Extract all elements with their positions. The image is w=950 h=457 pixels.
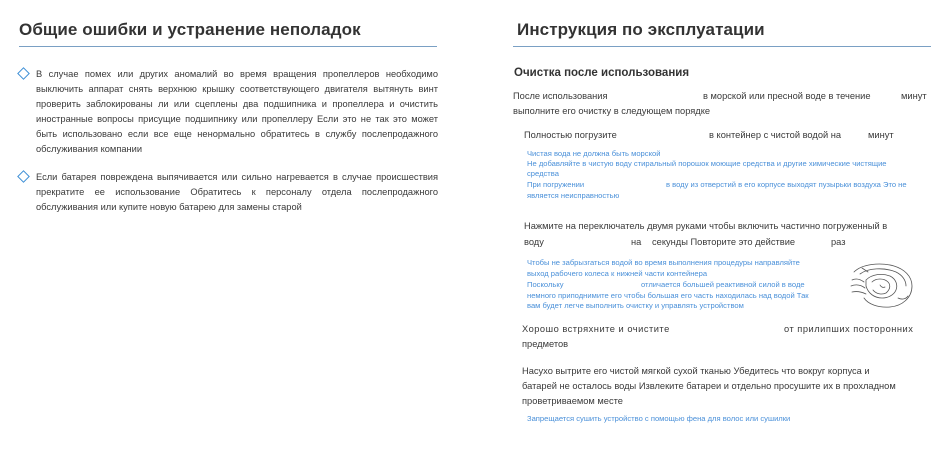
note-line: Не добавляйте в чистую воду стиральный порошок моющие средства и другие химические чистящие	[527, 159, 887, 168]
step2-a: воду	[524, 237, 544, 247]
note-line: в воду из отверстий в его корпусе выходят пузырьки воздуха Это не	[666, 180, 907, 189]
intro-line-1b: в морской или пресной воде в течение	[703, 91, 871, 101]
title-divider	[19, 46, 437, 47]
step4-line-2: батарей не осталось воды Извлеките батареи и отдельно просушите их в прохладном	[522, 381, 896, 391]
step3-b: от прилипших посторонних	[784, 324, 914, 334]
note-line: выход рабочего колеса к нижней части контейнера	[527, 269, 708, 278]
note-line: вам будет легче выполнить очистку и управлять устройством	[527, 301, 744, 310]
title-divider	[513, 46, 931, 47]
step2-line-1: Нажмите на переключатель двумя руками чтобы включить частично погруженный в	[524, 221, 888, 231]
step2-d: раз	[831, 237, 846, 247]
note-line: отличается большей реактивной силой в воде	[641, 280, 805, 289]
note-line: Чистая вода не должна быть морской	[527, 149, 661, 158]
section-heading: Очистка после использования	[514, 67, 690, 79]
step4-line-3: проветриваемом месте	[522, 396, 623, 406]
note-line: При погружении	[527, 180, 585, 189]
diamond-bullet-icon	[17, 170, 30, 183]
note-line: является неисправностью	[527, 191, 620, 200]
step3-c: предметов	[522, 339, 569, 349]
bullet-text: В случае помех или других аномалий во время вращения пропеллеров необходимо выключить аппарат снять верхнюю крышку соответствующего двигателя вытянуть винт проверить заблокированы ли или сцеплены два подшипника и пропеллера и очистить иностранные вопросы присущие подшипнику или пропеллеру Если это не так это может быть использовано если все еще ненормально обратитесь в службу послепродажного обслуживания компании	[36, 69, 438, 154]
step1-c: минут	[868, 130, 894, 140]
intro-line-2: выполните его очистку в следующем порядке	[513, 106, 711, 116]
note-line: немного приподнимите его чтобы большая его часть находилась над водой Так	[527, 291, 809, 300]
note-line: Запрещается сушить устройство с помощью фена для волос или сушилки	[527, 414, 791, 423]
step1-b: в контейнер с чистой водой на	[709, 130, 842, 140]
step2-c: секунды Повторите это действие	[652, 237, 796, 247]
page-title: Инструкция по эксплуатации	[517, 20, 765, 39]
right-page	[475, 0, 950, 457]
page-title: Общие ошибки и устранение неполадок	[19, 20, 361, 39]
bullet-text: Если батарея повреждена выпячивается или сильно нагревается в случае происшествия прекратите ее использование Обратитесь к персоналу отдела послепродажного обслуживания или купите новую батарею для замены старой	[36, 172, 438, 212]
note-line: Чтобы не забрызгаться водой во время выполнения процедуры направляйте	[527, 258, 800, 267]
step1-a: Полностью погрузите	[524, 130, 617, 140]
hand-holding-device-illustration	[850, 258, 916, 310]
step2-b: на	[631, 237, 642, 247]
step4-line-1: Насухо вытрите его чистой мягкой сухой тканью Убедитесь что вокруг корпуса и	[522, 366, 870, 376]
note-line: средства	[527, 169, 559, 178]
note-line: Поскольку	[527, 280, 564, 289]
intro-line-1c: минут	[901, 91, 927, 101]
step3-a: Хорошо встряхните и очистите	[522, 324, 670, 334]
diamond-bullet-icon	[17, 67, 30, 80]
intro-line-1a: После использования	[513, 91, 608, 101]
